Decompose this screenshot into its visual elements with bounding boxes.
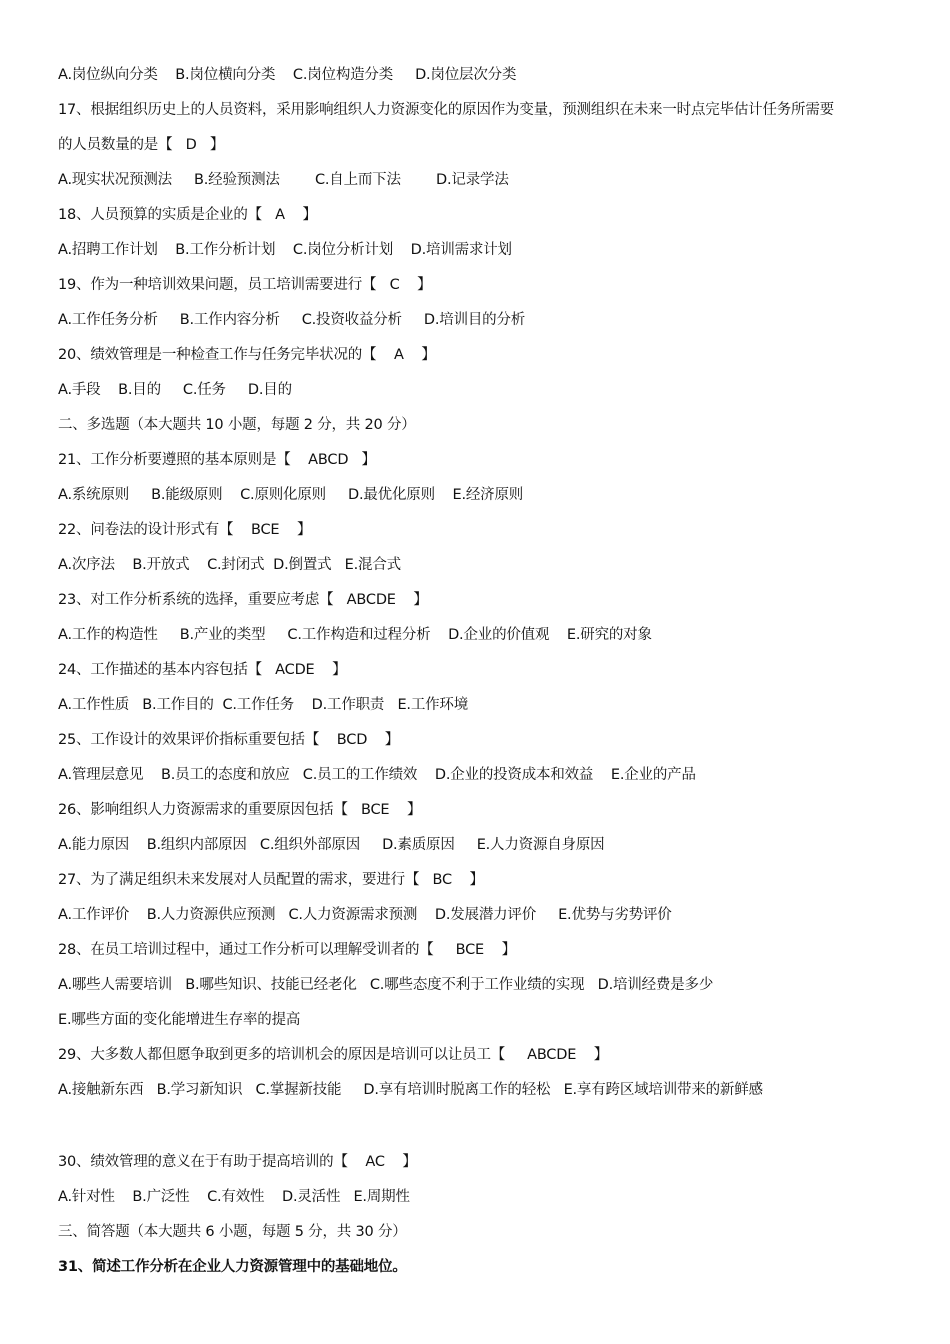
question-18-stem: 18、人员预算的实质是企业的【 A 】 <box>58 207 317 223</box>
question-24-stem: 24、工作描述的基本内容包括【 ACDE 】 <box>58 662 347 678</box>
question-17-answer-line: 的人员数量的是【 D 】 <box>58 137 225 153</box>
question-29-stem: 29、大多数人都但愿争取到更多的培训机会的原因是培训可以让员工【 ABCDE 】 <box>58 1047 609 1063</box>
question-19-options: A.工作任务分析 B.工作内容分析 C.投资收益分析 D.培训目的分析 <box>58 312 526 328</box>
question-23-stem: 23、对工作分析系统的选择，重要应考虑【 ABCDE 】 <box>58 592 428 608</box>
question-26-options: A.能力原因 B.组织内部原因 C.组织外部原因 D.素质原因 E.人力资源自身原因 <box>58 837 605 853</box>
text-line: A.岗位纵向分类 B.岗位横向分类 C.岗位构造分类 D.岗位层次分类 <box>58 67 517 83</box>
question-17-stem: 17、根据组织历史上的人员资料，采用影响组织人力资源变化的原因作为变量，预测组织在未来一时点完毕估计任务所需要 <box>58 102 834 118</box>
question-25-options: A.管理层意见 B.员工的态度和放应 C.员工的工作绩效 D.企业的投资成本和效益 E.企业的产品 <box>58 767 696 783</box>
question-18-options: A.招聘工作计划 B.工作分析计划 C.岗位分析计划 D.培训需求计划 <box>58 242 512 258</box>
question-31-stem: 31、简述工作分析在企业人力资源管理中的基础地位。 <box>58 1259 407 1275</box>
question-30-options: A.针对性 B.广泛性 C.有效性 D.灵活性 E.周期性 <box>58 1189 410 1205</box>
question-25-stem: 25、工作设计的效果评价指标重要包括【 BCD 】 <box>58 732 400 748</box>
question-27-stem: 27、为了满足组织未来发展对人员配置的需求，要进行【 BC 】 <box>58 872 484 888</box>
question-24-options: A.工作性质 B.工作目的 C.工作任务 D.工作职责 E.工作环境 <box>58 697 469 713</box>
question-27-options: A.工作评价 B.人力资源供应预测 C.人力资源需求预测 D.发展潜力评价 E.优势与劣势评价 <box>58 907 672 923</box>
question-17-options: A.现实状况预测法 B.经验预测法 C.自上而下法 D.记录学法 <box>58 172 509 188</box>
question-28-options: A.哪些人需要培训 B.哪些知识、技能已经老化 C.哪些态度不利于工作业绩的实现 D.培训经费是多少 <box>58 977 714 993</box>
question-20-stem: 20、绩效管理是一种检查工作与任务完毕状况的【 A 】 <box>58 347 436 363</box>
question-19-stem: 19、作为一种培训效果问题，员工培训需要进行【 C 】 <box>58 277 432 293</box>
blank-line <box>58 1108 908 1145</box>
document-page <box>58 58 908 1285</box>
question-28-options-continued: E.哪些方面的变化能增进生存率的提高 <box>58 1012 301 1028</box>
section-heading-short-answer: 三、简答题（本大题共 6 小题，每题 5 分，共 30 分） <box>58 1224 407 1240</box>
question-30-stem: 30、绩效管理的意义在于有助于提高培训的【 AC 】 <box>58 1154 417 1170</box>
question-23-options: A.工作的构造性 B.产业的类型 C.工作构造和过程分析 D.企业的价值观 E.研究的对象 <box>58 627 652 643</box>
section-heading-multiple-choice: 二、多选题（本大题共 10 小题，每题 2 分，共 20 分） <box>58 417 416 433</box>
question-20-options: A.手段 B.目的 C.任务 D.目的 <box>58 382 292 398</box>
question-28-stem: 28、在员工培训过程中，通过工作分析可以理解受训者的【 BCE 】 <box>58 942 516 958</box>
question-29-options: A.接触新东西 B.学习新知识 C.掌握新技能 D.享有培训时脱离工作的轻松 E.享有跨区域培训带来的新鲜感 <box>58 1082 763 1098</box>
question-21-stem: 21、工作分析要遵照的基本原则是【 ABCD 】 <box>58 452 376 468</box>
question-26-stem: 26、影响组织人力资源需求的重要原因包括【 BCE 】 <box>58 802 422 818</box>
question-21-options: A.系统原则 B.能级原则 C.原则化原则 D.最优化原则 E.经济原则 <box>58 487 524 503</box>
question-22-stem: 22、问卷法的设计形式有【 BCE 】 <box>58 522 312 538</box>
question-22-options: A.次序法 B.开放式 C.封闭式 D.倒置式 E.混合式 <box>58 557 401 573</box>
